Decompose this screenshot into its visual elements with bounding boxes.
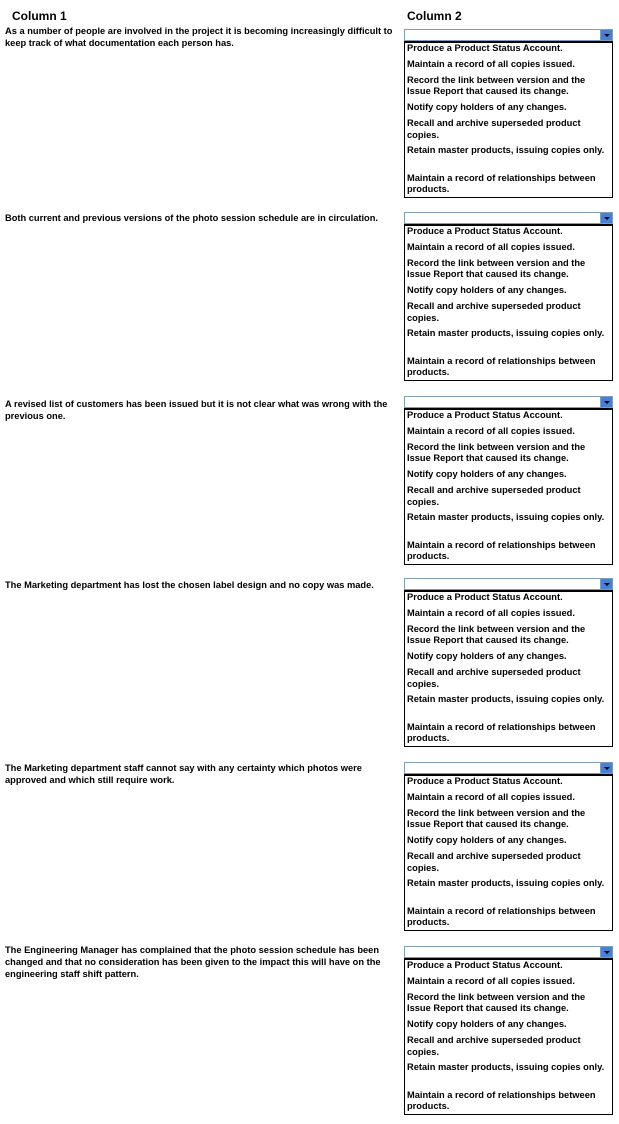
- option-item[interactable]: Retain master products, issuing copies only.: [407, 328, 605, 339]
- question-6: The Engineering Manager has complained that the photo session schedule has been changed and that no consideration has been given to the impact this will have on the engineering staff shift pattern.: [5, 945, 381, 979]
- answer-dropdown-3[interactable]: [404, 396, 613, 565]
- chevron-down-icon[interactable]: [600, 579, 612, 589]
- options-list: [404, 408, 613, 565]
- option-item[interactable]: Maintain a record of all copies issued.: [407, 58, 575, 69]
- question-4: The Marketing department has lost the chosen label design and no copy was made.: [5, 580, 374, 590]
- question-1: As a number of people are involved in the project it is becoming increasingly difficult to keep track of what documentation each person has.: [5, 26, 393, 48]
- option-item[interactable]: Recall and archive superseded product copies.: [407, 118, 581, 140]
- option-item[interactable]: Produce a Product Status Account.: [407, 226, 563, 236]
- option-item[interactable]: Maintain a record of all copies issued.: [407, 975, 575, 986]
- dropdown-combo[interactable]: [404, 578, 613, 590]
- option-item[interactable]: Notify copy holders of any changes.: [407, 102, 567, 113]
- options-list: [404, 41, 613, 198]
- option-item[interactable]: Produce a Product Status Account.: [407, 960, 563, 970]
- dropdown-combo[interactable]: [404, 212, 613, 224]
- chevron-down-icon[interactable]: [600, 947, 612, 957]
- option-item[interactable]: Maintain a record of all copies issued.: [407, 241, 575, 252]
- option-item[interactable]: Notify copy holders of any changes.: [407, 835, 567, 846]
- options-list: [404, 224, 613, 381]
- dropdown-combo[interactable]: [404, 29, 613, 41]
- option-item[interactable]: Retain master products, issuing copies only.: [407, 1062, 605, 1073]
- answer-dropdown-5[interactable]: [404, 762, 613, 931]
- option-item[interactable]: Maintain a record of relationships between products.: [407, 539, 596, 562]
- option-item[interactable]: Retain master products, issuing copies only.: [407, 878, 605, 889]
- answer-dropdown-4[interactable]: [404, 578, 613, 747]
- option-item[interactable]: Maintain a record of relationships between products.: [407, 905, 596, 928]
- column-2-header: Column 2: [407, 9, 462, 23]
- option-item[interactable]: Maintain a record of all copies issued.: [407, 791, 575, 802]
- option-item[interactable]: Produce a Product Status Account.: [407, 776, 563, 786]
- option-item[interactable]: Retain master products, issuing copies only.: [407, 694, 605, 705]
- dropdown-combo[interactable]: [404, 396, 613, 408]
- option-item[interactable]: Notify copy holders of any changes.: [407, 651, 567, 662]
- option-item[interactable]: Notify copy holders of any changes.: [407, 469, 567, 480]
- option-item[interactable]: Notify copy holders of any changes.: [407, 1019, 567, 1030]
- option-item[interactable]: Recall and archive superseded product copies.: [407, 301, 581, 323]
- column-1-header: Column 1: [12, 9, 67, 23]
- option-item[interactable]: Record the link between version and the Issue Report that caused its change.: [407, 991, 586, 1014]
- option-item[interactable]: Retain master products, issuing copies only.: [407, 145, 605, 156]
- option-item[interactable]: Maintain a record of all copies issued.: [407, 607, 575, 618]
- chevron-down-icon[interactable]: [600, 30, 612, 40]
- question-5: The Marketing department staff cannot say with any certainty which photos were approved and which still require work.: [5, 763, 362, 785]
- option-item[interactable]: Recall and archive superseded product copies.: [407, 851, 581, 873]
- option-item[interactable]: Record the link between version and the Issue Report that caused its change.: [407, 807, 586, 830]
- option-item[interactable]: Produce a Product Status Account.: [407, 43, 563, 53]
- chevron-down-icon[interactable]: [600, 763, 612, 773]
- option-item[interactable]: Record the link between version and the Issue Report that caused its change.: [407, 74, 586, 97]
- question-2: Both current and previous versions of the photo session schedule are in circulation.: [5, 213, 378, 223]
- option-item[interactable]: Recall and archive superseded product copies.: [407, 667, 581, 689]
- option-item[interactable]: Recall and archive superseded product copies.: [407, 485, 581, 507]
- option-item[interactable]: Record the link between version and the Issue Report that caused its change.: [407, 257, 586, 280]
- option-item[interactable]: Maintain a record of relationships between products.: [407, 355, 596, 378]
- option-item[interactable]: Record the link between version and the Issue Report that caused its change.: [407, 623, 586, 646]
- option-item[interactable]: Maintain a record of relationships between products.: [407, 1089, 596, 1112]
- option-item[interactable]: Record the link between version and the Issue Report that caused its change.: [407, 441, 586, 464]
- answer-dropdown-2[interactable]: [404, 212, 613, 381]
- dropdown-combo[interactable]: [404, 946, 613, 958]
- option-item[interactable]: Retain master products, issuing copies only.: [407, 512, 605, 523]
- options-list: [404, 958, 613, 1115]
- chevron-down-icon[interactable]: [600, 397, 612, 407]
- options-list: [404, 590, 613, 747]
- option-item[interactable]: Produce a Product Status Account.: [407, 410, 563, 420]
- option-item[interactable]: Produce a Product Status Account.: [407, 592, 563, 602]
- option-item[interactable]: Maintain a record of all copies issued.: [407, 425, 575, 436]
- option-item[interactable]: Maintain a record of relationships between products.: [407, 721, 596, 744]
- answer-dropdown-1[interactable]: [404, 29, 613, 198]
- dropdown-combo[interactable]: [404, 762, 613, 774]
- question-3: A revised list of customers has been issued but it is not clear what was wrong with the previous one.: [5, 399, 388, 421]
- option-item[interactable]: Maintain a record of relationships between products.: [407, 172, 596, 195]
- option-item[interactable]: Recall and archive superseded product copies.: [407, 1035, 581, 1057]
- options-list: [404, 774, 613, 931]
- answer-dropdown-6[interactable]: [404, 946, 613, 1115]
- option-item[interactable]: Notify copy holders of any changes.: [407, 285, 567, 296]
- chevron-down-icon[interactable]: [600, 213, 612, 223]
